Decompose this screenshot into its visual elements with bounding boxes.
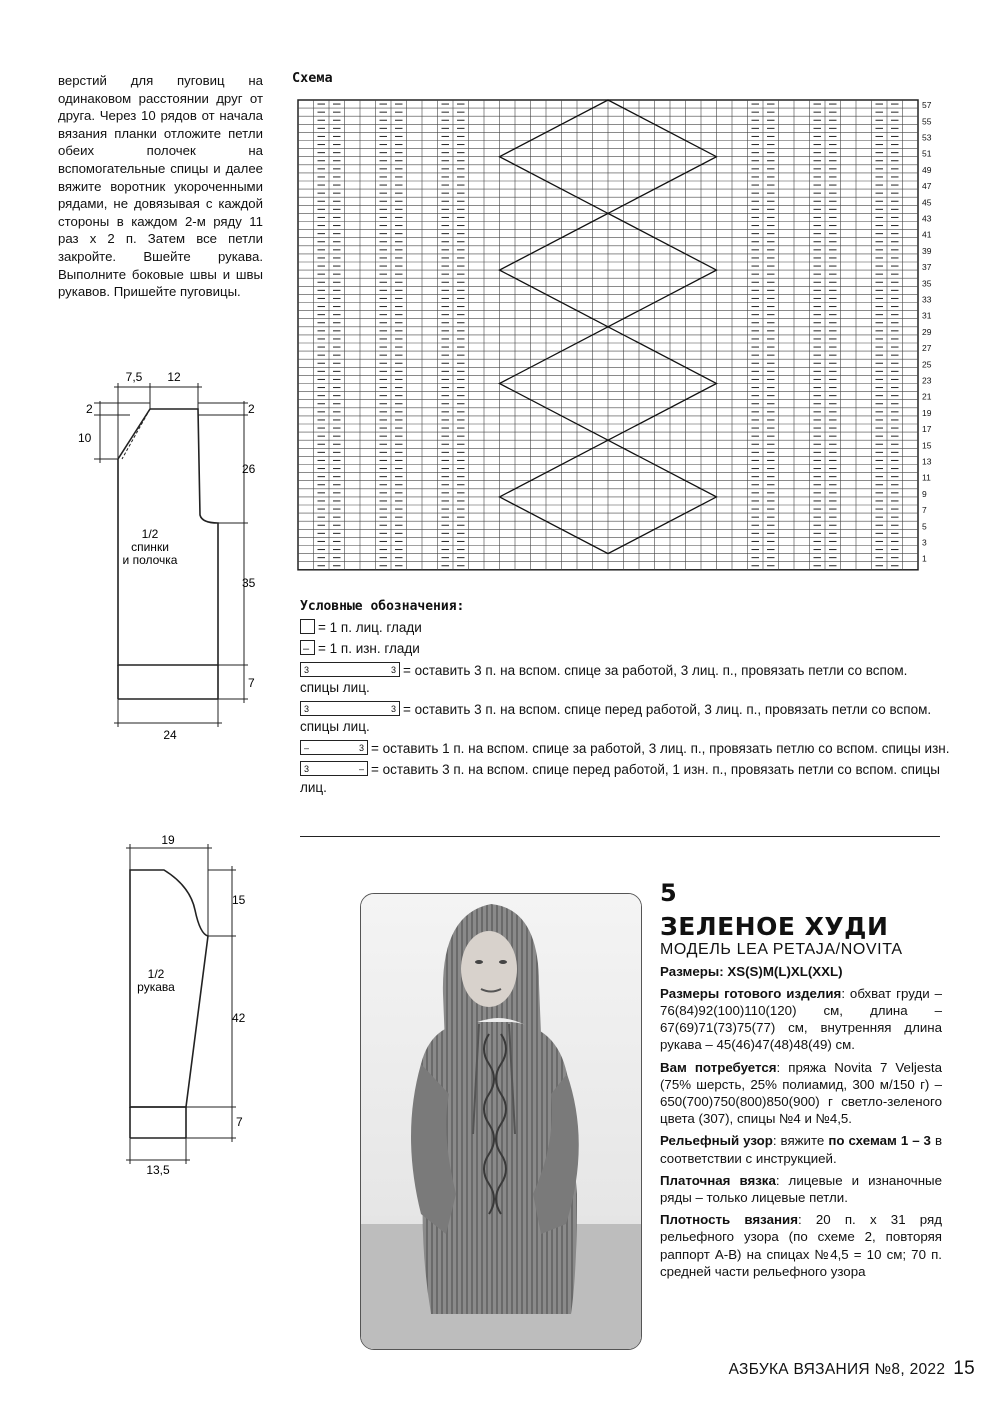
row-number: 45 bbox=[922, 197, 932, 208]
piece-label: спинки bbox=[131, 540, 169, 554]
row-number: 39 bbox=[922, 245, 932, 256]
article-title: ЗЕЛЕНОЕ ХУДИ bbox=[660, 912, 889, 942]
dim-label: 2 bbox=[248, 402, 255, 416]
article-info bbox=[660, 879, 943, 1280]
relief-text: : вяжите bbox=[772, 1133, 829, 1149]
row-number: 33 bbox=[922, 294, 932, 305]
row-number: 27 bbox=[922, 343, 932, 354]
row-number: 7 bbox=[922, 505, 927, 516]
row-number: 41 bbox=[922, 229, 932, 240]
cable-purl-back-symbol: – 3 bbox=[300, 740, 368, 755]
knitting-chart-grid bbox=[296, 98, 976, 580]
row-number: 15 bbox=[922, 440, 932, 451]
row-number: 51 bbox=[922, 148, 932, 159]
row-number: 49 bbox=[922, 164, 932, 175]
dim-label: 2 bbox=[86, 402, 93, 416]
piece-label: 1/2 bbox=[141, 527, 159, 541]
magazine-name: АЗБУКА ВЯЗАНИЯ №8, 2022 bbox=[728, 1361, 946, 1378]
row-number: 29 bbox=[922, 326, 932, 337]
row-number: 13 bbox=[922, 456, 932, 467]
density-text: : 20 п. х 31 ряд рельефного узора (по схеме 2, повторяя раппорт А-В) на спицах №4,5 = 10 см; 70 п. средней части рельефного узора bbox=[660, 1212, 942, 1279]
garter-label: Платочная вязка bbox=[660, 1172, 776, 1188]
row-number: 9 bbox=[922, 488, 927, 499]
sleeve-pattern-diagram bbox=[100, 830, 280, 1190]
dim-label: 24 bbox=[163, 728, 177, 742]
finished-text: : обхват груди – 76(84)92(100)110(120) см, длина – 67(69)71(73)75(77) см, внутренняя длина рукава – 45(46)47(48)48(49) см. bbox=[660, 985, 942, 1053]
dim-label: 15 bbox=[232, 893, 246, 907]
row-number: 47 bbox=[922, 181, 932, 192]
finished-label: Размеры готового изделия bbox=[660, 985, 842, 1001]
density-label: Плотность вязания bbox=[660, 1212, 798, 1228]
model-photo-illustration bbox=[361, 894, 641, 1349]
row-number: 53 bbox=[922, 132, 932, 143]
row-number: 25 bbox=[922, 359, 932, 370]
relief-label: Рельефный узор bbox=[660, 1133, 773, 1149]
purl-stitch-symbol: – bbox=[300, 640, 315, 655]
sizes-label: Размеры: bbox=[660, 963, 728, 979]
instructions-text: верстий для пуговиц на одинаковом расстоянии друг от друга. Через 10 рядов от начала вязания планки отложите петли обеих полочек на вспомогательные спицы и далее вяжите воротник укороченными рядами, не довязывая с каждой стороны в каждом 2-м ряду 11 раз х 2 п. Затем все петли закройте. Вшейте рукава. Выполните боковые швы и швы рукавов. Пришейте пуговицы. bbox=[58, 73, 263, 300]
dim-label: 35 bbox=[242, 576, 256, 590]
dim-label: 42 bbox=[232, 1011, 246, 1025]
row-number: 57 bbox=[922, 100, 932, 111]
cable-back-symbol: 3 3 bbox=[300, 662, 400, 677]
article-model: МОДЕЛЬ LEA PETAJA/NOVITA bbox=[660, 941, 903, 959]
row-number: 1 bbox=[922, 553, 927, 564]
piece-label: рукава bbox=[137, 980, 175, 994]
relief-text-end: в соответствии с инструкцией. bbox=[660, 1133, 943, 1166]
legend-item: – = 1 п. изн. глади bbox=[300, 640, 950, 658]
legend-title: Условные обозначения: bbox=[300, 599, 465, 614]
hoodie-photo bbox=[360, 893, 642, 1350]
row-number: 11 bbox=[922, 472, 931, 483]
dim-label: 10 bbox=[78, 431, 92, 445]
relief-schemes: по схемам 1 – 3 bbox=[828, 1133, 931, 1149]
dim-label: 12 bbox=[167, 370, 181, 384]
page-footer bbox=[729, 1358, 975, 1380]
legend-item: = 1 п. лиц. глади bbox=[300, 619, 950, 637]
dim-label: 26 bbox=[242, 462, 256, 476]
schema-title: Схема bbox=[292, 70, 333, 86]
piece-label: 1/2 bbox=[147, 967, 165, 981]
dim-label: 7 bbox=[236, 1115, 243, 1129]
dim-label: 7 bbox=[248, 676, 255, 690]
page-number: 15 bbox=[953, 1358, 975, 1379]
legend-item: 3 3 = оставить 3 п. на вспом. спице перед работой, 3 лиц. п., провязать петли со вспом. спицы лиц. bbox=[300, 701, 932, 734]
materials-text: : пряжа Novita 7 Veljesta (75% шерсть, 25% полиамид, 300 м/150 г) – 650(700)750(800)850(900) г светло-зеленого цвета (307), спицы №4 и №4,5. bbox=[660, 1059, 942, 1127]
dim-label: 19 bbox=[161, 833, 175, 847]
row-number: 5 bbox=[922, 521, 927, 532]
row-number: 35 bbox=[922, 278, 932, 289]
row-number: 55 bbox=[922, 116, 932, 127]
row-number: 37 bbox=[922, 262, 932, 273]
row-number: 23 bbox=[922, 375, 932, 386]
body-pattern-diagram bbox=[70, 365, 270, 745]
knit-stitch-symbol bbox=[300, 619, 315, 634]
sizes-value: XS(S)M(L)XL(XXL) bbox=[727, 963, 843, 979]
cable-front-symbol: 3 3 bbox=[300, 701, 400, 716]
dim-label: 7,5 bbox=[125, 370, 143, 384]
row-number: 19 bbox=[922, 407, 932, 418]
materials-label: Вам потребуется bbox=[660, 1059, 777, 1075]
article-number: 5 bbox=[660, 879, 677, 907]
garter-text: : лицевые и изнаночные ряды – только лицевые петли. bbox=[660, 1172, 942, 1206]
legend bbox=[300, 598, 950, 800]
piece-label: и полочка bbox=[122, 553, 178, 567]
cable-purl-front-symbol: 3 – bbox=[300, 761, 368, 776]
row-number: 17 bbox=[922, 424, 932, 435]
row-number: 43 bbox=[922, 213, 932, 224]
section-divider bbox=[300, 836, 940, 837]
legend-item: 3 – = оставить 3 п. на вспом. спице перед работой, 1 изн. п., провязать петли со вспом. спицы лиц. bbox=[300, 762, 940, 795]
legend-item: – 3 = оставить 1 п. на вспом. спице за работой, 3 лиц. п., провязать петлю со вспом. спицы изн. bbox=[300, 740, 950, 758]
legend-item: 3 3 = оставить 3 п. на вспом. спице за работой, 3 лиц. п., провязать петли со вспом. спицы лиц. bbox=[300, 662, 908, 695]
row-number: 21 bbox=[922, 391, 932, 402]
dim-label: 13,5 bbox=[146, 1163, 170, 1177]
row-number: 31 bbox=[922, 310, 932, 321]
row-number: 3 bbox=[922, 537, 927, 548]
